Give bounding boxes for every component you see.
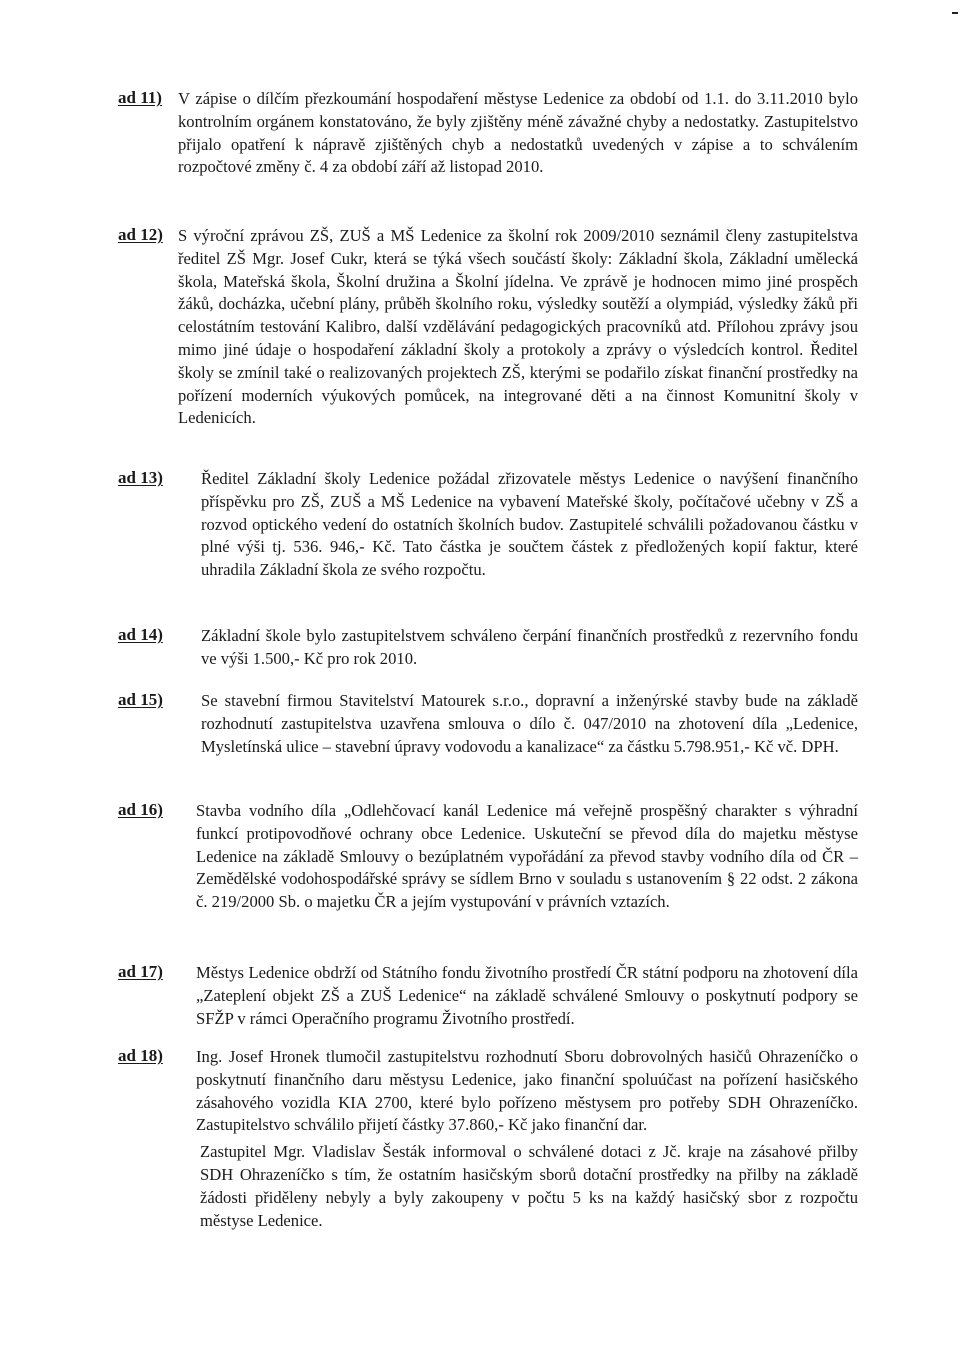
section-extra-paragraph: Zastupitel Mgr. Vladislav Šesták informoval o schválené dotaci z Jč. kraje na zásahové přilby SDH Ohrazeníčko s tím, že ostatním hasičským sborů dotační prostředky na přilby na základě žádosti přiděleny nebyly a byly zakoupeny v počtu 5 ks na každý hasičský sbor z rozpočtu městyse Ledenice. <box>200 1142 858 1230</box>
section-ad-18 <box>118 1046 858 1232</box>
section-text: Se stavební firmou Stavitelství Matourek s.r.o., dopravní a inženýrské stavby bude na základě rozhodnutí zastupitelstva uzavřena smlouva o dílo č. 047/2010 na zhotovení díla „Ledenice, Mysletínská ulice – stavební úpravy vodovodu a kanalizace“ za částku 5.798.951,- Kč vč. DPH. <box>201 691 858 756</box>
section-text: V zápise o dílčím přezkoumání hospodaření městyse Ledenice za období od 1.1. do 3.11.2010 bylo kontrolním orgánem konstatováno, že byly zjištěny méně závažné chyby a nedostatky. Zastupitelstvo přijalo opatření k nápravě zjištěných chyb a nedostatků uvedených v zápise a to schválením rozpočtové změny č. 4 za období září až listopad 2010. <box>178 89 858 177</box>
section-ad-13 <box>118 468 858 582</box>
section-label: ad 16) <box>118 800 163 819</box>
section-ad-11 <box>118 88 858 179</box>
section-ad-14 <box>118 625 858 671</box>
section-text: Ing. Josef Hronek tlumočil zastupitelstvu rozhodnutí Sboru dobrovolných hasičů Ohrazeníčko o poskytnutí finančního daru městysu Ledenice, jako finanční spoluúčast na pořízení hasičského zásahového vozidla KIA 2700, které bylo pořízeno městysem pro potřeby SDH Ohrazeníčko. Zastupitelstvo schválilo přijetí částky 37.860,- Kč jako finanční dar. <box>196 1047 858 1135</box>
section-text: Městys Ledenice obdrží od Státního fondu životního prostředí ČR státní podporu na zhotovení díla „Zateplení objekt ZŠ a ZUŠ Ledenice“ na základě schválené Smlouvy o poskytnutí podpory se SFŽP v rámci Operačního programu Životního prostředí. <box>196 963 858 1028</box>
section-label: ad 12) <box>118 225 163 244</box>
section-label: ad 15) <box>118 690 163 709</box>
section-label: ad 14) <box>118 625 163 644</box>
section-ad-17 <box>118 962 858 1030</box>
section-label: ad 17) <box>118 962 163 981</box>
section-ad-16 <box>118 800 858 914</box>
section-ad-15 <box>118 690 858 758</box>
section-label: ad 13) <box>118 468 163 487</box>
section-ad-12 <box>118 225 858 430</box>
section-text: S výroční zprávou ZŠ, ZUŠ a MŠ Ledenice za školní rok 2009/2010 seznámil členy zastupitelstva ředitel ZŠ Mgr. Josef Cukr, která se týká všech součástí školy: Základní škola, Základní umělecká škola, Mateřská škola, Školní družina a Školní jídelna. Ve zprávě je hodnocen mimo jiné prospěch žáků, docházka, učební plány, průběh školního roku, výsledky soutěží a olympiád, výsledky žáků při celostátním testování Kalibro, další vzdělávání pedagogických pracovníků atd. Přílohou zprávy jsou mimo jiné údaje o hospodaření základní školy a protokoly a zprávy o výsledcích kontrol. Ředitel školy se zmínil také o realizovaných projektech ZŠ, kterými se podařilo získat finanční prostředky na pořízení moderních výukových pomůcek, na integrované děti a na činnost Komunitní školy v Ledenicích. <box>178 226 858 428</box>
section-label: ad 11) <box>118 88 162 107</box>
scan-edge-mark <box>952 12 958 14</box>
section-text: Stavba vodního díla „Odlehčovací kanál Ledenice má veřejně prospěšný charakter s výhradní funkcí protipovodňové ochrany obce Ledenice. Uskuteční se převod díla do majetku městyse Ledenice na základě Smlouvy o bezúplatném vypořádání za převod stavby vodního díla od ČR – Zemědělské vodohospodářské správy se sídlem Brno v souladu s ustanovením § 22 odst. 2 zákona č. 219/2000 Sb. o majetku ČR a jejím vystupování v právních vztazích. <box>196 801 858 912</box>
section-text: Základní škole bylo zastupitelstvem schváleno čerpání finančních prostředků z rezervního fondu ve výši 1.500,- Kč pro rok 2010. <box>201 626 858 668</box>
section-text: Ředitel Základní školy Ledenice požádal zřizovatele městys Ledenice o navýšení finančního příspěvku pro ZŠ, ZUŠ a MŠ Ledenice na vybavení Mateřské školy, počítačové učebny v ZŠ a rozvod optického vedení do ostatních školních budov. Zastupitelé schválili požadovanou částku v plné výši tj. 536. 946,- Kč. Tato částka je součtem částek z předložených kopií faktur, které uhradila Základní škola ze svého rozpočtu. <box>201 469 858 580</box>
section-label: ad 18) <box>118 1046 163 1065</box>
